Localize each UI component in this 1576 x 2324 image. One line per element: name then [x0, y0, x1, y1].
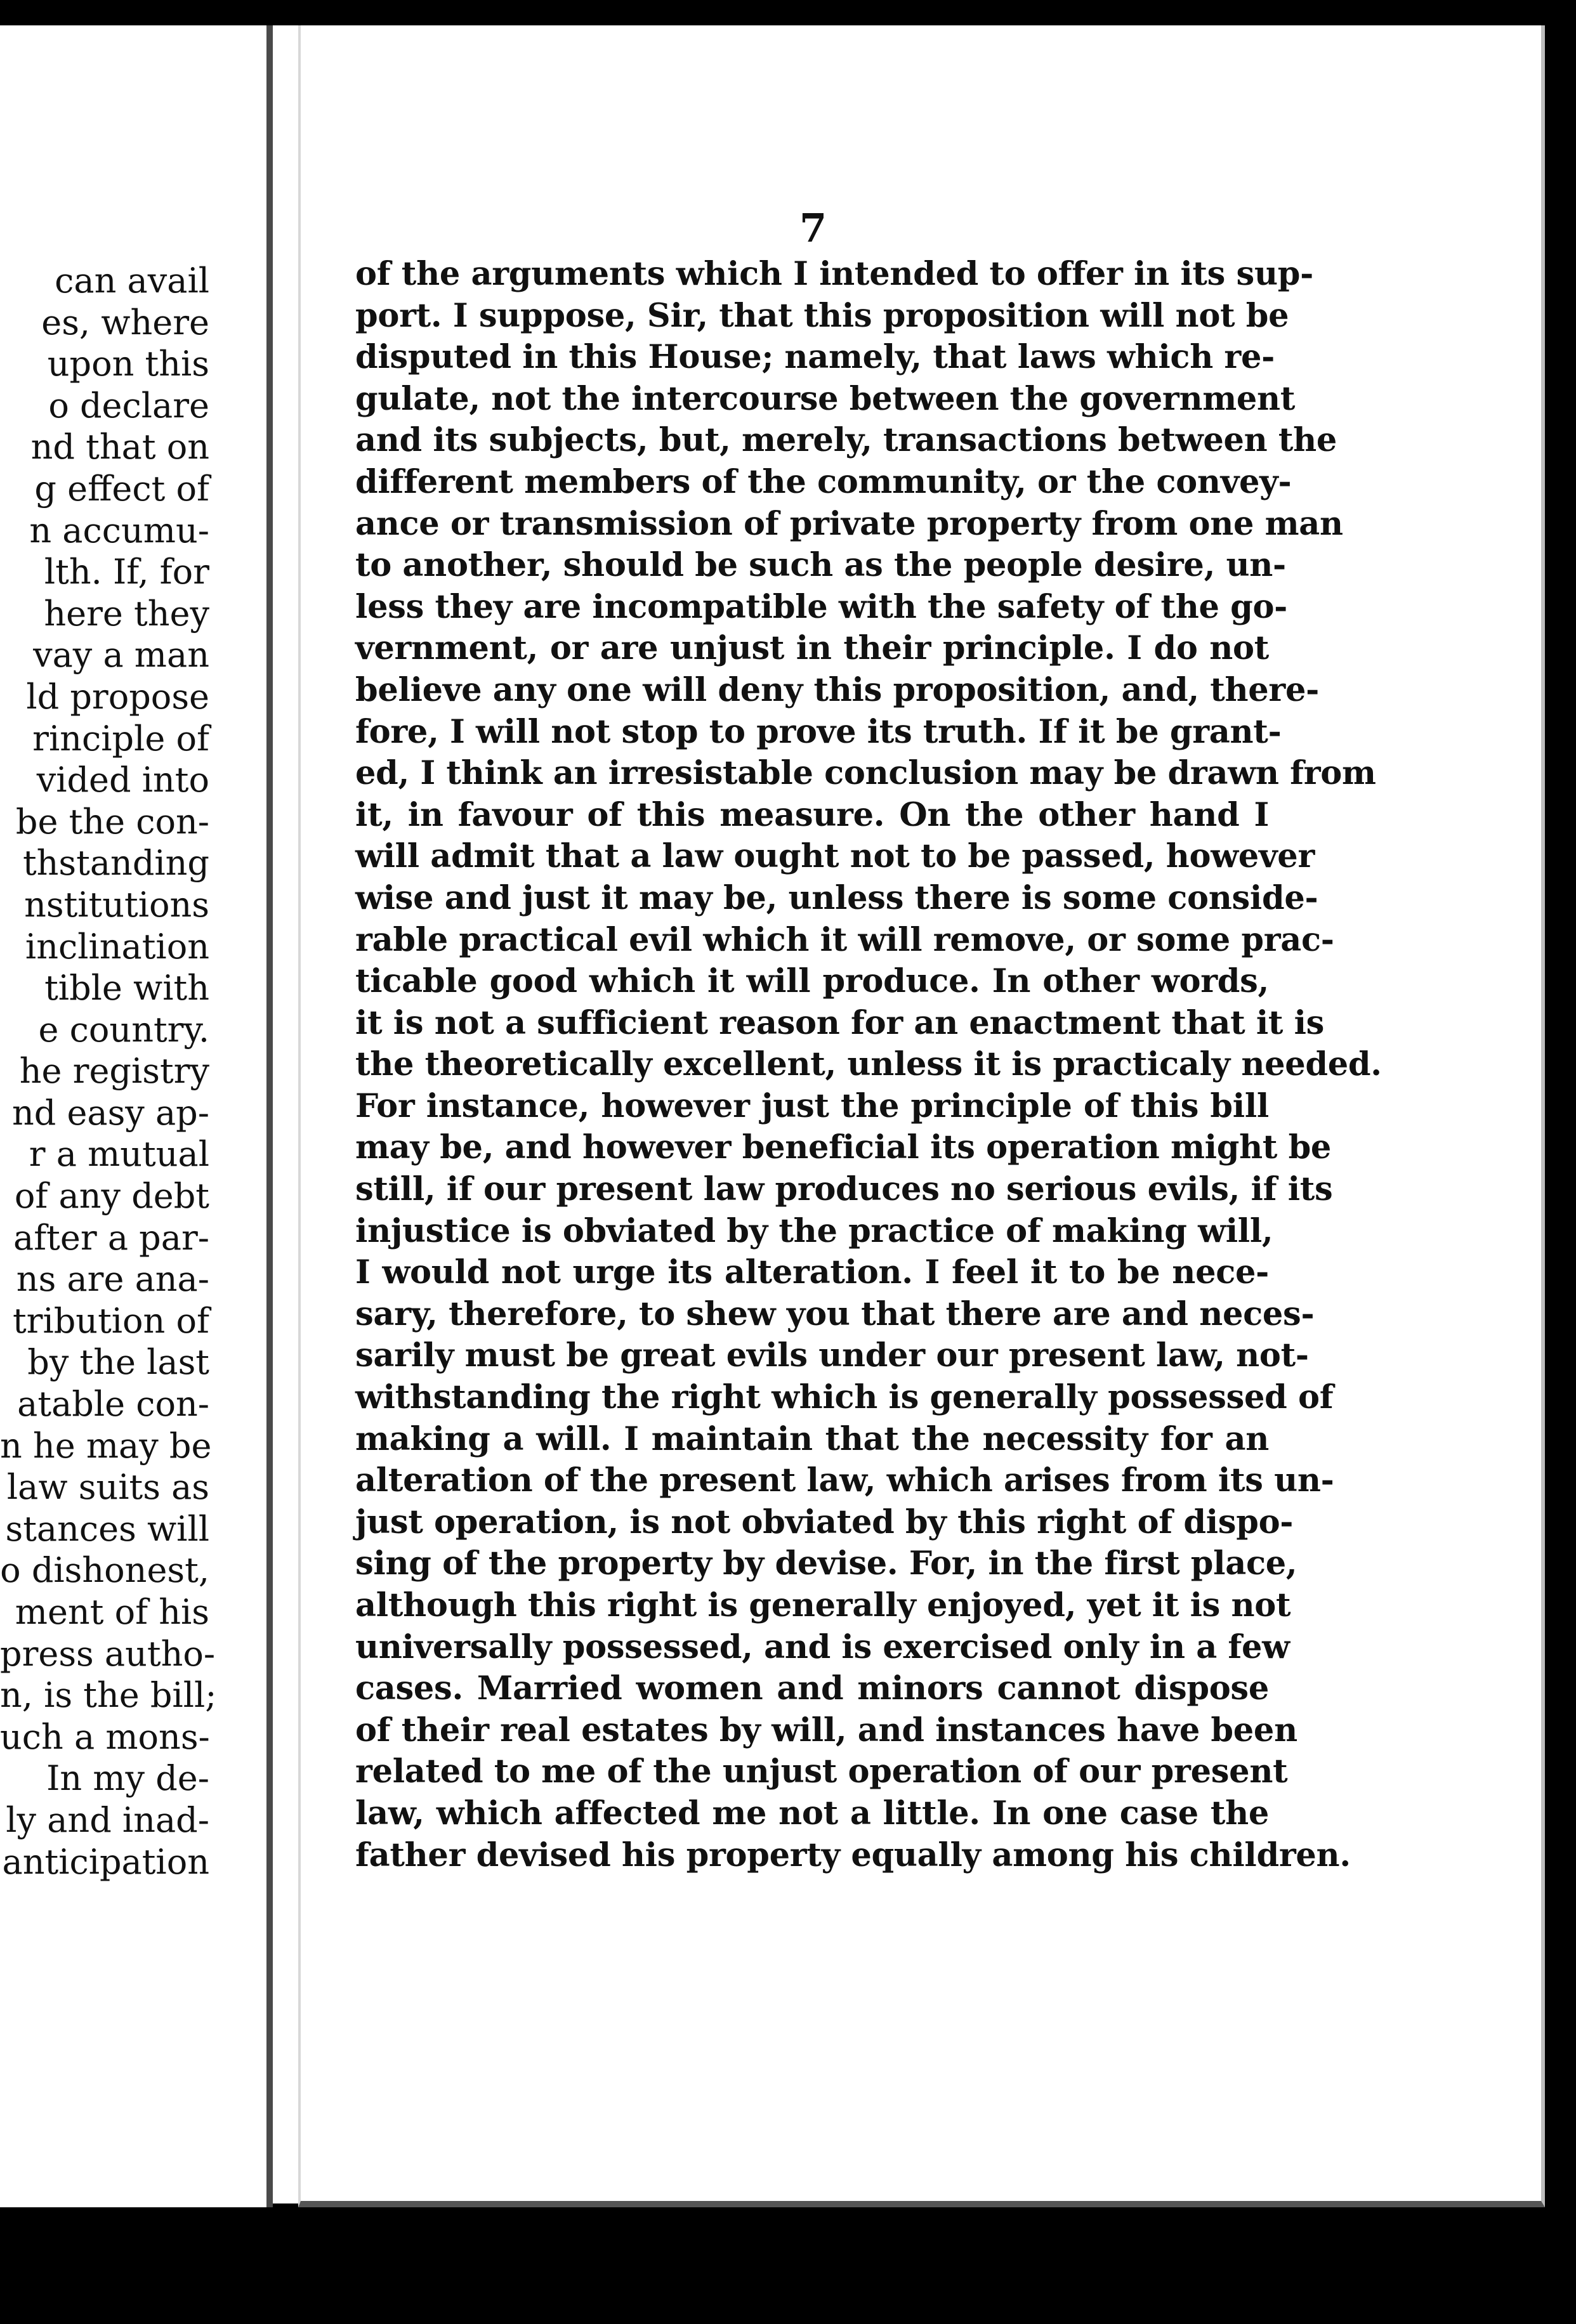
text-line: universally possessed, and is exercised only in a few	[355, 1628, 1290, 1666]
text-line: although this right is generally enjoyed, yet it is not	[355, 1586, 1291, 1624]
left-fragment-line: by the last	[27, 1342, 209, 1383]
text-line: fore, I will not stop to prove its truth. If it be grant-	[355, 712, 1282, 751]
left-page-edge	[0, 25, 273, 2207]
text-line: ticable good which it will produce. In other words,	[355, 962, 1269, 1001]
text-line: of their real estates by will, and instances have been	[355, 1711, 1297, 1749]
text-line: disputed in this House; namely, that laws which re-	[355, 338, 1275, 377]
left-fragment-line: here they	[44, 593, 209, 634]
text-line: sarily must be great evils under our present law, not-	[355, 1336, 1309, 1375]
text-line: related to me of the unjust operation of our present	[355, 1753, 1288, 1791]
text-line: law, which affected me not a little. In one case the	[355, 1794, 1269, 1832]
left-fragment-line: anticipation	[2, 1841, 209, 1882]
left-page-text-fragments	[0, 260, 217, 1883]
text-line: of the arguments which I intended to offer in its sup-	[355, 255, 1313, 293]
text-line: making a will. I maintain that the necessity for an	[355, 1420, 1269, 1458]
text-line: will admit that a law ought not to be passed, however	[355, 837, 1315, 876]
left-fragment-line: n accumu-	[29, 510, 209, 551]
text-line: cases. Married women and minors cannot dispose	[355, 1669, 1269, 1708]
left-fragment-line: lth. If, for	[44, 552, 209, 592]
text-line: father devised his property equally among his children.	[355, 1836, 1351, 1874]
left-fragment-line: he registry	[19, 1051, 209, 1092]
text-line: I would not urge its alteration. I feel it to be nece-	[355, 1253, 1269, 1292]
left-fragment-line: thstanding	[22, 843, 209, 884]
left-fragment-line: In my de-	[46, 1758, 209, 1799]
text-line: still, if our present law produces no serious evils, if its	[355, 1170, 1333, 1209]
left-fragment-line: atable con-	[17, 1384, 209, 1425]
left-fragment-line: after a par-	[13, 1217, 209, 1258]
text-line: sary, therefore, to shew you that there are and neces-	[355, 1295, 1315, 1333]
left-fragment-line: ly and inad-	[6, 1799, 209, 1840]
text-line: vernment, or are unjust in their principle. I do not	[355, 629, 1269, 668]
left-fragment-line: uch a mons-	[0, 1716, 210, 1757]
left-fragment-line: tribution of	[12, 1300, 209, 1341]
page-number: 7	[799, 205, 827, 251]
text-line: to another, should be such as the people desire, un-	[355, 546, 1286, 585]
scan-right-border	[1540, 0, 1576, 2324]
text-line: port. I suppose, Sir, that this proposition will not be	[355, 296, 1289, 335]
text-line: just operation, is not obviated by this right of dispo-	[355, 1503, 1294, 1541]
left-fragment-line: press autho-	[0, 1633, 216, 1674]
text-line: sing of the property by devise. For, in the first place,	[355, 1544, 1297, 1583]
left-fragment-line: nd easy ap-	[11, 1092, 209, 1133]
text-line: ed, I think an irresistable conclusion may be drawn from	[355, 754, 1376, 793]
left-fragment-line: o dishonest,	[0, 1550, 209, 1591]
text-line: withstanding the right which is generally possessed of	[355, 1378, 1334, 1417]
left-fragment-line: n he may be	[0, 1425, 212, 1466]
left-fragment-line: stances will	[5, 1508, 209, 1549]
left-fragment-line: nstitutions	[24, 884, 209, 925]
left-fragment-line: can avail	[55, 261, 209, 301]
text-line: injustice is obviated by the practice of making will,	[355, 1211, 1273, 1250]
text-line: it is not a sufficient reason for an enactment that it is	[355, 1003, 1325, 1042]
text-line: For instance, however just the principle of this bill	[355, 1087, 1269, 1125]
left-fragment-line: law suits as	[6, 1467, 209, 1508]
left-fragment-line: of any debt	[14, 1176, 209, 1217]
left-fragment-line: tible with	[44, 968, 209, 1009]
text-line: the theoretically excellent, unless it is practicaly needed.	[355, 1045, 1382, 1084]
left-fragment-line: ment of his	[15, 1592, 209, 1632]
left-fragment-line: nd that on	[30, 427, 209, 467]
text-line: may be, and however beneficial its operation might be	[355, 1128, 1332, 1167]
left-fragment-line: g effect of	[34, 468, 209, 509]
text-line: it, in favour of this measure. On the other hand I	[355, 795, 1269, 834]
scan-top-border	[0, 0, 1576, 25]
scan-bottom-border	[0, 2203, 1576, 2324]
left-fragment-line: e country.	[38, 1009, 209, 1050]
text-line: and its subjects, but, merely, transactions between the	[355, 421, 1337, 460]
left-fragment-line: rinciple of	[32, 718, 209, 759]
left-fragment-line: o declare	[48, 385, 209, 426]
text-line: gulate, not the intercourse between the government	[355, 379, 1296, 418]
main-text-body	[355, 254, 1382, 1876]
text-line: alteration of the present law, which arises from its un-	[355, 1461, 1334, 1500]
left-fragment-line: r a mutual	[29, 1134, 209, 1175]
text-line: different members of the community, or the convey-	[355, 462, 1292, 501]
left-fragment-line: upon this	[47, 344, 209, 384]
left-fragment-line: vided into	[36, 760, 209, 800]
left-fragment-line: es, where	[41, 302, 209, 343]
text-line: believe any one will deny this proposition, and, there-	[355, 670, 1320, 709]
left-fragment-line: ns are ana-	[16, 1259, 209, 1300]
left-fragment-line: be the con-	[15, 801, 209, 842]
text-line: wise and just it may be, unless there is some conside-	[355, 878, 1318, 917]
left-fragment-line: inclination	[25, 926, 209, 967]
text-line: rable practical evil which it will remove, or some prac-	[355, 920, 1334, 959]
left-fragment-line: vay a man	[33, 635, 209, 676]
left-fragment-line: ld propose	[26, 676, 209, 717]
left-fragment-line: n, is the bill;	[0, 1675, 217, 1716]
text-line: less they are incompatible with the safety of the go-	[355, 587, 1288, 626]
text-line: ance or transmission of private property from one man	[355, 504, 1343, 543]
